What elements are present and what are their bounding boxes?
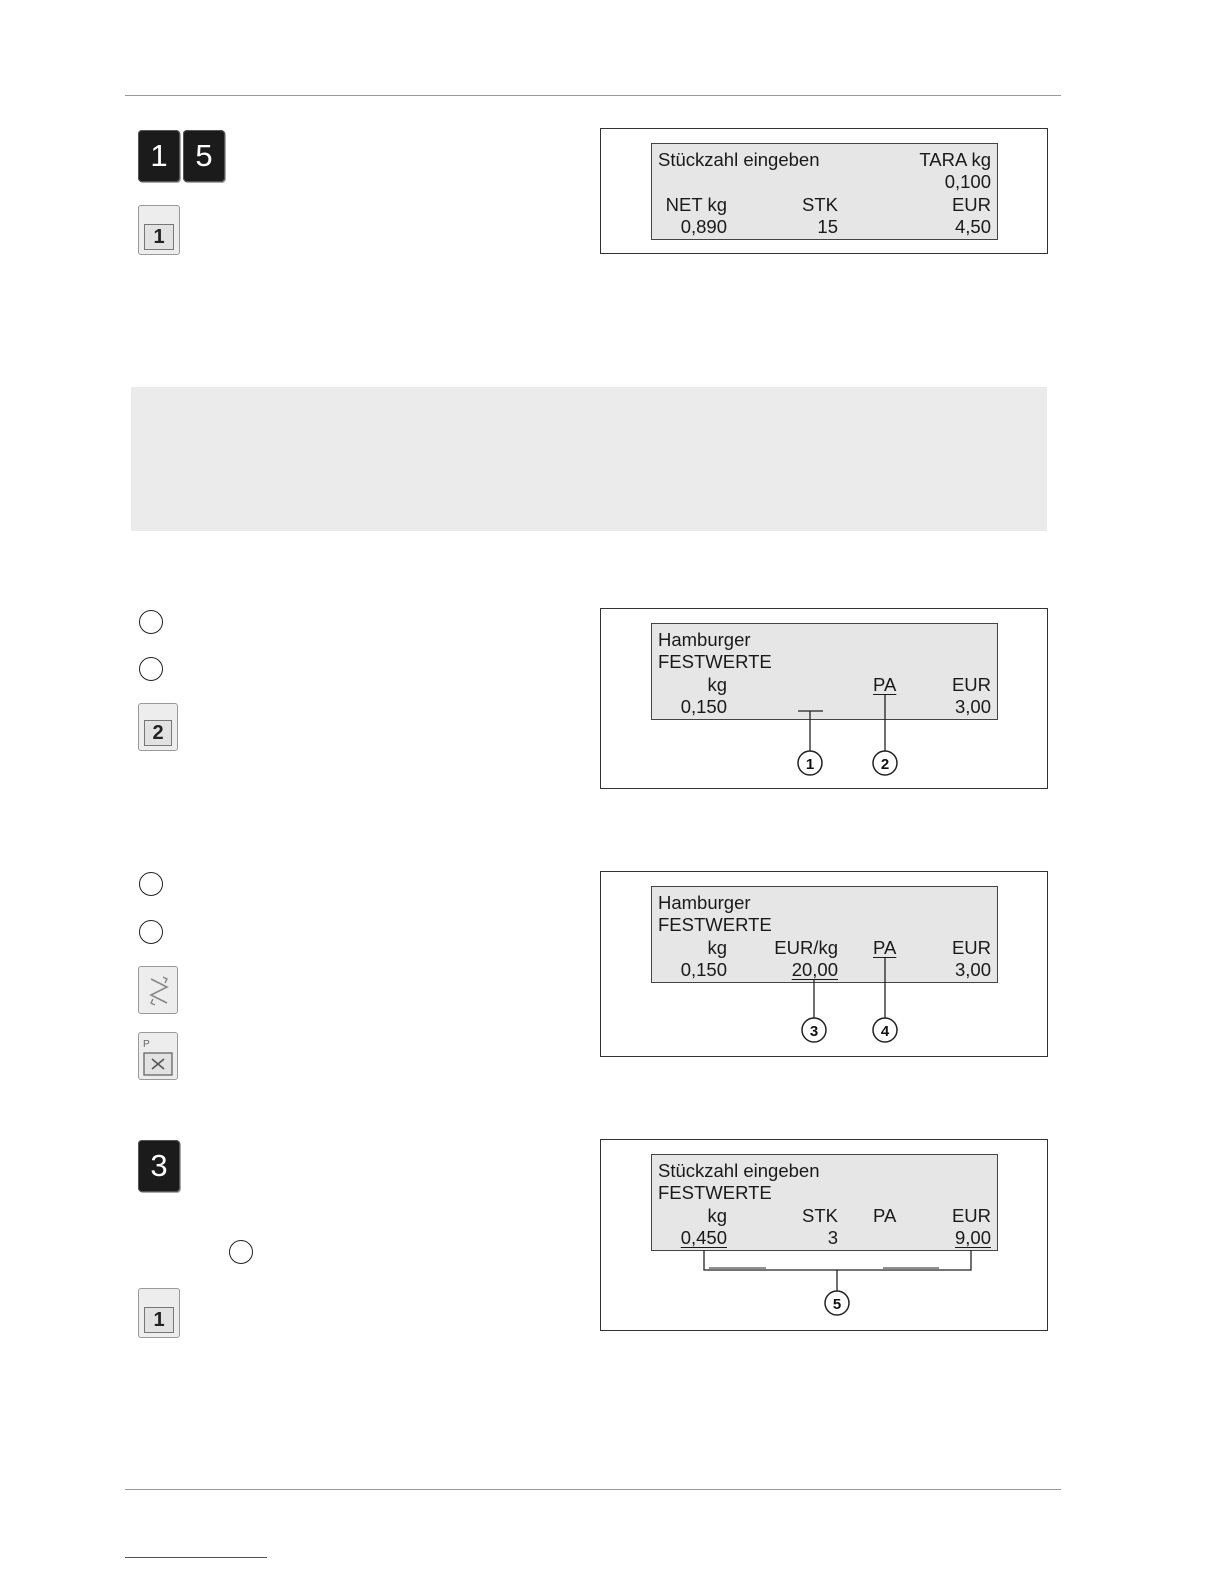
display-screen-1	[651, 143, 998, 240]
swap-arrows-icon	[145, 973, 173, 1009]
p-multiply-icon	[141, 1035, 175, 1077]
step-marker-4	[139, 920, 163, 944]
callout-3	[802, 1018, 826, 1042]
stk-value: 15	[817, 216, 838, 237]
footer-link-underline[interactable]	[125, 1557, 267, 1558]
stk-value: 3	[827, 1227, 838, 1248]
eur-value: 9,00	[954, 1227, 991, 1248]
eur-label: EUR	[951, 1205, 991, 1226]
softkey-1-second-label: 1	[144, 1307, 174, 1333]
p-multiply-key[interactable]	[138, 1032, 178, 1080]
pa-label: PA	[873, 1205, 897, 1226]
net-value: 0,890	[680, 216, 727, 237]
pa-label: PA	[873, 937, 897, 958]
svg-text:2: 2	[880, 756, 890, 773]
mode-label: FESTWERTE	[658, 914, 772, 935]
kg-value: 0,150	[680, 959, 727, 980]
eur-label: EUR	[951, 937, 991, 958]
header-rule	[125, 95, 1061, 96]
svg-text:1: 1	[805, 756, 815, 773]
mode-label: FESTWERTE	[658, 651, 772, 672]
callout-lines-2	[601, 609, 1047, 788]
step-marker-5	[229, 1240, 253, 1264]
numeric-key-1[interactable]: 1	[138, 130, 180, 182]
article-name: Hamburger	[658, 629, 751, 650]
kg-value: 0,450	[680, 1227, 727, 1248]
display-figure-2	[600, 608, 1048, 789]
step-marker-1	[139, 610, 163, 634]
step-marker-2	[139, 657, 163, 681]
tara-label: TARA kg	[919, 149, 991, 170]
eur-value: 3,00	[954, 959, 991, 980]
eur-per-kg-label: EUR/kg	[774, 937, 838, 958]
svg-text:4: 4	[880, 1023, 890, 1040]
svg-text:5: 5	[832, 1296, 842, 1313]
softkey-2-label: 2	[144, 720, 172, 746]
swap-key[interactable]	[138, 966, 178, 1014]
softkey-1[interactable]	[138, 205, 180, 255]
step-marker-3	[139, 872, 163, 896]
display-title: Stückzahl eingeben	[658, 149, 820, 170]
net-label: NET kg	[665, 194, 727, 215]
pa-label: PA	[873, 674, 897, 695]
numeric-key-5[interactable]: 5	[183, 130, 225, 182]
mode-label: FESTWERTE	[658, 1182, 772, 1203]
kg-label: kg	[707, 674, 727, 695]
softkey-1-label: 1	[144, 224, 174, 250]
display-figure-3	[600, 871, 1048, 1057]
eur-value: 3,00	[954, 696, 991, 717]
eur-per-kg-value: 20,00	[791, 959, 838, 980]
tara-value: 0,100	[944, 171, 991, 192]
softkey-1-second[interactable]	[138, 1288, 180, 1338]
stk-label: STK	[802, 1205, 838, 1226]
kg-value: 0,150	[680, 696, 727, 717]
callout-5	[825, 1291, 849, 1315]
svg-text:P: P	[143, 1039, 150, 1050]
kg-label: kg	[707, 1205, 727, 1226]
eur-label: EUR	[951, 674, 991, 695]
article-name: Hamburger	[658, 892, 751, 913]
callout-lines-3	[601, 872, 1047, 1056]
stk-label: STK	[802, 194, 838, 215]
kg-label: kg	[707, 937, 727, 958]
display-figure-1	[600, 128, 1048, 254]
numeric-key-3[interactable]: 3	[138, 1140, 180, 1192]
display-figure-4	[600, 1139, 1048, 1331]
callout-lines-4	[601, 1140, 1047, 1330]
display-title: Stückzahl eingeben	[658, 1160, 820, 1181]
callout-2	[873, 751, 897, 775]
softkey-2[interactable]	[138, 703, 178, 751]
svg-text:3: 3	[809, 1023, 819, 1040]
eur-label: EUR	[951, 194, 991, 215]
note-box	[131, 387, 1047, 531]
footer-rule	[125, 1489, 1061, 1490]
callout-1	[798, 751, 822, 775]
callout-4	[873, 1018, 897, 1042]
eur-value: 4,50	[954, 216, 991, 237]
